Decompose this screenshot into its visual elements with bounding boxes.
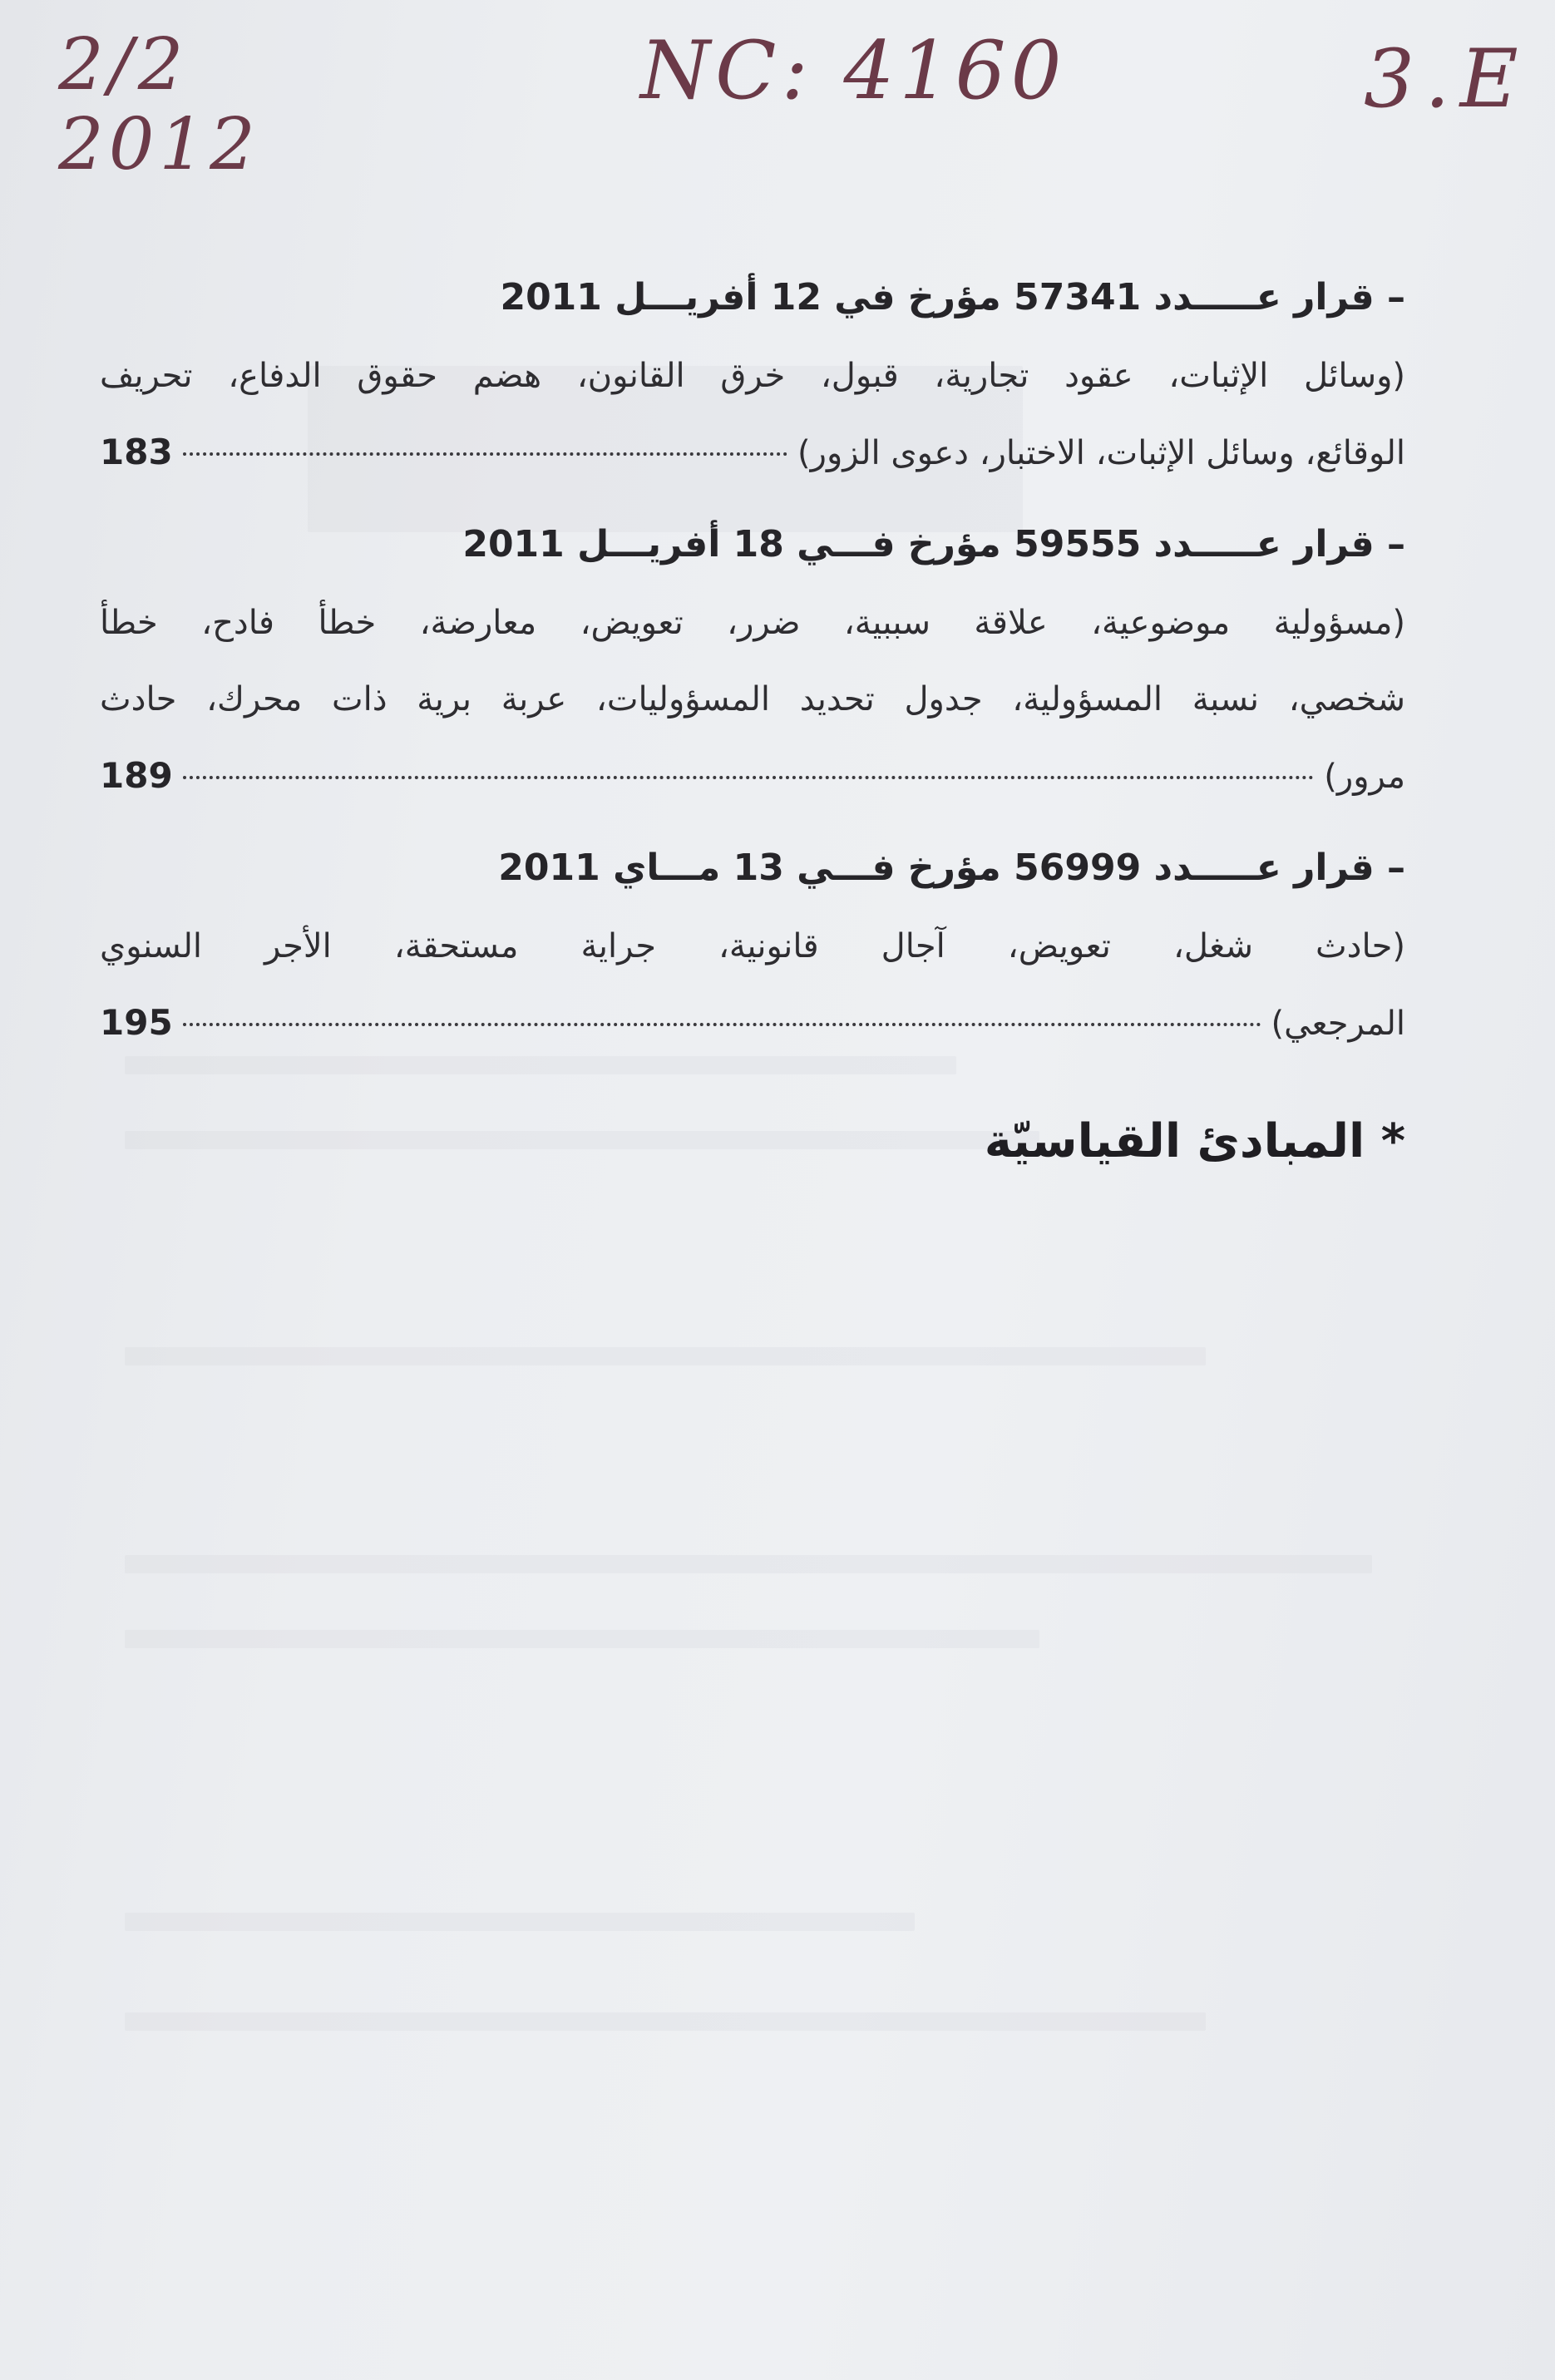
bleed-through-line bbox=[125, 1630, 1039, 1648]
dot-leader bbox=[183, 452, 787, 456]
entry-page-number: 195 bbox=[100, 1002, 173, 1043]
handwritten-nc-number: NC: 4160 bbox=[640, 24, 1067, 117]
index-entry bbox=[100, 828, 1405, 1062]
section-heading: * المبادئ القياسيّة bbox=[984, 1114, 1405, 1168]
dot-leader bbox=[183, 776, 1315, 779]
entry-last-line bbox=[100, 738, 1405, 815]
entry-last-line bbox=[100, 414, 1405, 491]
handwritten-date-line1: 2/2 bbox=[58, 23, 189, 106]
entry-page-number: 183 bbox=[100, 432, 173, 472]
entry-keywords: (حادث شغل، تعويض، آجال قانونية، جراية مستحقة، الأجر السنوي bbox=[100, 927, 1405, 965]
entry-title: – قرار عـــــدد 57341 مؤرخ في 12 أفريـــل 2011 bbox=[500, 276, 1405, 318]
entry-keywords-end: مرور) bbox=[1324, 758, 1405, 796]
bleed-through-line bbox=[125, 1555, 1372, 1573]
index-content bbox=[100, 258, 1405, 1183]
entry-keywords: شخصي، نسبة المسؤولية، جدول تحديد المسؤوليات، عربة برية ذات محرك، حادث bbox=[100, 680, 1405, 718]
entry-last-line bbox=[100, 985, 1405, 1062]
bleed-through-line bbox=[125, 1913, 915, 1931]
handwritten-date bbox=[58, 25, 274, 185]
index-entry bbox=[100, 505, 1405, 815]
index-entry bbox=[100, 258, 1405, 491]
entry-page-number: 189 bbox=[100, 755, 173, 796]
entry-title: – قرار عـــــدد 59555 مؤرخ فـــي 18 أفريـــل 2011 bbox=[462, 523, 1405, 565]
entry-keywords-end: المرجعي) bbox=[1271, 1005, 1405, 1043]
dot-leader bbox=[183, 1023, 1261, 1026]
entry-keywords: (وسائل الإثبات، عقود تجارية، قبول، خرق القانون، هضم حقوق الدفاع، تحريف bbox=[100, 357, 1405, 395]
handwritten-date-line2: 2012 bbox=[58, 103, 260, 186]
bleed-through-line bbox=[125, 1347, 1206, 1365]
entry-title: – قرار عـــــدد 56999 مؤرخ فـــي 13 مـــاي 2011 bbox=[498, 847, 1405, 889]
handwritten-reference: 3.E bbox=[1364, 32, 1528, 126]
entry-keywords: (مسؤولية موضوعية، علاقة سببية، ضرر، تعويض، معارضة، خطأ فادح، خطأ bbox=[100, 604, 1405, 642]
entry-keywords-end: الوقائع، وسائل الإثبات، الاختبار، دعوى الزور) bbox=[797, 434, 1405, 472]
bleed-through-line bbox=[125, 2012, 1206, 2031]
